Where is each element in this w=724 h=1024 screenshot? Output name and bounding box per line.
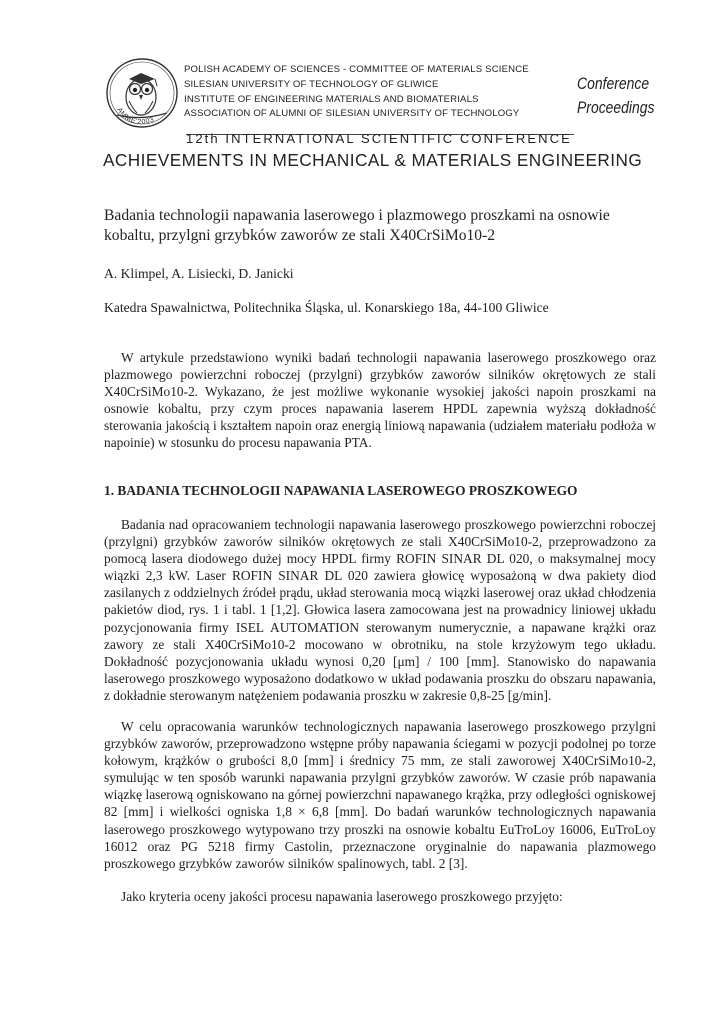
org-line-1: POLISH ACADEMY OF SCIENCES - COMMITTEE OF MATERIALS SCIENCE: [184, 64, 529, 75]
body-paragraph-1: Badania nad opracowaniem technologii napawania laserowego proszkowego powierzchni roboczej (przylgni) grzybków zaworów silników okrętowych ze stali X40CrSiMo10-2, przeprowadzono za pomocą lasera diodowego dużej mocy HPDL firmy ROFIN SINAR DL 020, o maksymalnej mocy wiązki 2,3 kW. Laser ROFIN SINAR DL 020 zawiera głowicę wyposażoną w dwa pakiety diod zasilanych z oddzielnych źródeł prądu, układ sterowania mocą wiązki laserowej oraz układ chłodzenia pakietów diod, rys. 1 i tabl. 1 [1,2]. Głowica lasera zamocowana jest na prowadnicy liniowej układu pozycjonowania firmy ISEL AUTOMATION sterowanym numerycznie, a napawane krążki oraz zawory ze stali X40CrSiMo10-2 mocowano w obrotniku, na stole krzyżowym tego układu. Dokładność pozycjonowania układu wynosi 0,20 [μm] / 100 [mm]. Stanowisko do napawania laserowego proszkowego wyposażono dodatkowo w układ podawania proszku do obszaru napawania, z dokładnie sterowanym natężeniem podawania proszku w zakresie 0,8-25 [g/min].: [104, 517, 656, 703]
body-paragraph-2: W celu opracowania warunków technologicznych napawania laserowego proszkowego przylgni grzybków zaworów, przeprowadzono wstępne próby napawania ściegami w pozycji podolnej po torze kołowym, krążków o grubości 8,0 [mm] i średnicy 75 mm, ze stali zaworowej X40CrSiMo10-2, symulując w ten sposób warunki napawania przylgni grzybków zaworów. W czasie prób napawania wiązkę laserową ogniskowano na górnej powierzchni napawanego krążka, przy odległości ogniskowej 82 [mm] i wielkości ogniska 1,8 × 6,8 [mm]. Do badań warunków technologicznych napawania laserowego proszkowego wytypowano trzy proszki na osnowie kobaltu EuTroLoy 16006, EuTroLoy 16012 oraz PG 5218 firmy Castolin, przeznaczone oryginalnie do napawania plazmowego proszkowego grzybków zaworów silników spalinowych, tabl. 2 [3].: [104, 719, 656, 871]
owl-emblem-icon: [103, 55, 181, 133]
article-affiliation: Katedra Spawalnictwa, Politechnika Śląska, ul. Konarskiego 18a, 44-100 Gliwice: [104, 300, 549, 315]
conference-edition: 12th INTERNATIONAL SCIENTIFIC CONFERENCE: [186, 131, 572, 146]
conference-title: ACHIEVEMENTS IN MECHANICAL & MATERIALS ENGINEERING: [103, 150, 643, 170]
proceedings-label-1: Conference: [577, 74, 650, 93]
article-title: Badania technologii napawania laserowego i plazmowego proszkami na osnowie kobaltu, przylgni grzybków zaworów ze stali X40CrSiMo10-2: [104, 207, 610, 244]
article-authors: A. Klimpel, A. Lisiecki, D. Janicki: [104, 266, 294, 281]
org-line-4: ASSOCIATION OF ALUMNI OF SILESIAN UNIVERSITY OF TECHNOLOGY: [184, 108, 520, 119]
conference-logo: [103, 55, 181, 133]
org-line-3: INSTITUTE OF ENGINEERING MATERIALS AND BIOMATERIALS: [184, 94, 479, 105]
org-line-2: SILESIAN UNIVERSITY OF TECHNOLOGY OF GLIWICE: [184, 79, 439, 90]
section-heading: 1. BADANIA TECHNOLOGII NAPAWANIA LASEROWEGO PROSZKOWEGO: [104, 483, 578, 498]
abstract-paragraph: W artykule przedstawiono wyniki badań technologii napawania laserowego proszkowego oraz plazmowego powierzchni roboczej (przylgni) grzybków zaworów silników okrętowych ze stali X40CrSiMo10-2. Wykazano, że jest możliwe wykonanie wysokiej jakości napoin proszkami na osnowie kobaltu, przy czym proces napawania laserem HPDL zapewnia wyższą dokładność sterowania jakością i kształtem napoin oraz energią liniową napawania (udziałem materiału podłoża w napoinie) w stosunku do procesu napawania PTA.: [104, 350, 656, 451]
logo-text: AMME'2003: [115, 106, 156, 126]
proceedings-label-2: Proceedings: [577, 98, 655, 117]
body-paragraph-3: Jako kryteria oceny jakości procesu napawania laserowego proszkowego przyjęto:: [121, 889, 563, 904]
